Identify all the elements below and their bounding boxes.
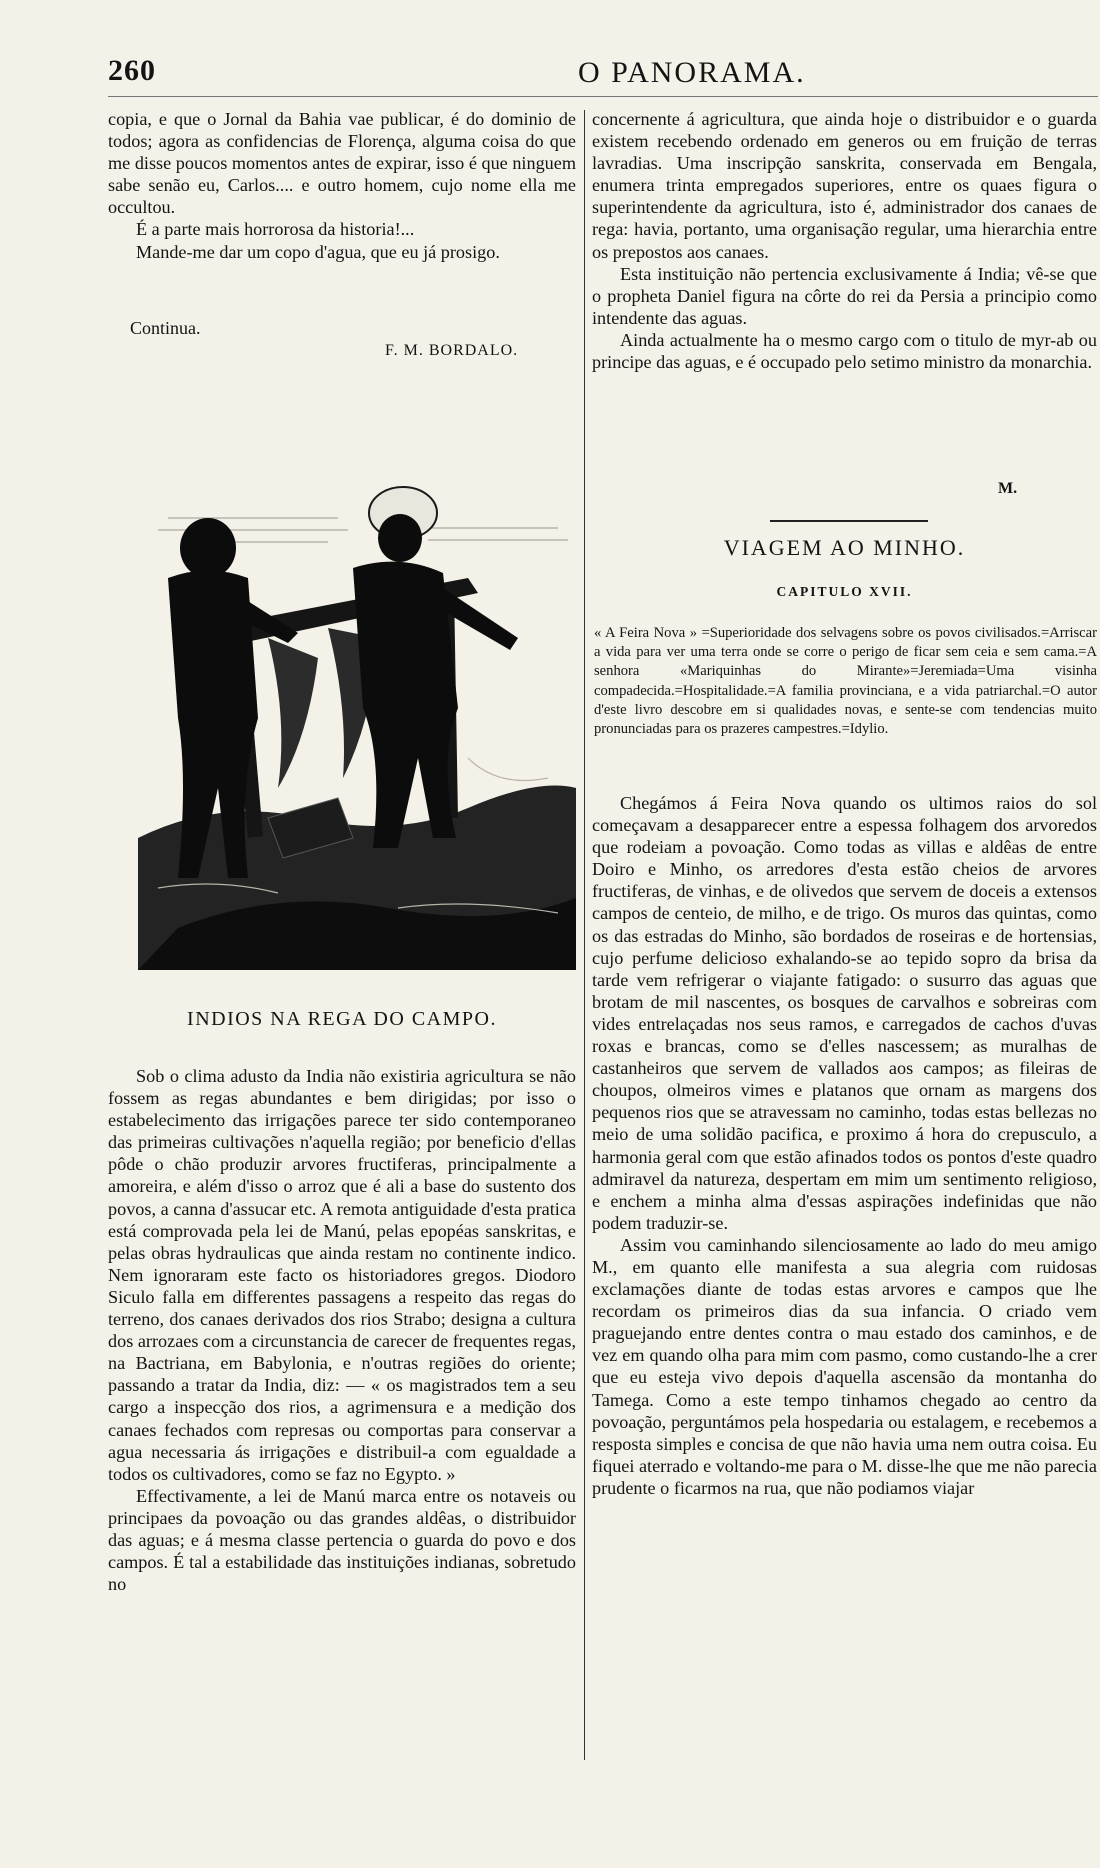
right-article-text [592, 108, 1097, 373]
right-story-text [592, 792, 1097, 1499]
article-signature: M. [998, 480, 1018, 497]
masthead-title: O PANORAMA. [578, 56, 806, 89]
author-signature: F. M. BORDALO. [385, 342, 519, 359]
paragraph: copia, e que o Jornal da Bahia vae publicar, é do dominio de todos; agora as confidencias de Florença, alguma coisa do que me disse poucos momentos antes de expirar, isso é que ninguem sabe senão eu, Carlos.... e outro homem, cujo nome ella me occultou. [108, 109, 576, 218]
page-number: 260 [108, 54, 156, 87]
paragraph: concernente á agricultura, que ainda hoje o distribuidor e o guarda existem recebendo ordenado em generos ou em fruição de terras lavradias. Uma inscripção sanskrita, conservada em Bengala, enumera trinta empregados superiores, entre os quaes figura o superintendente da agricultura, isto é, administrador dos canaes de rega: havia, portanto, uma organisação regular, uma hierarchia entre os prepostos aos canaes. [592, 109, 1097, 262]
paragraph: É a parte mais horrorosa da historia!... [136, 219, 415, 240]
paragraph: Effectivamente, a lei de Manú marca entre os notaveis ou principaes da povoação ou das grandes aldêas, o distribuidor das aguas; e á mesma classe pertencia o guarda do povo e dos campos. É tal a estabilidade das instituições indianas, sobretudo no [108, 1485, 576, 1595]
paragraph: Sob o clima adusto da India não existiria agricultura se não fossem as regas abundantes e bem dirigidas; por isso o estabelecimento das irrigações parece ter sido contemporaneo das primeiras cultivações n'aquella região; por beneficio d'ellas pôde o chão produzir arvores fructiferas, principalmente a amoreira, e além d'isso o arroz que é ali a base do sustento dos povos, a canna d'assucar etc. A remota antiguidade d'esta pratica está comprovada pela lei de Manú, pelas epopéas sanskritas, e pelas obras hydraulicas que ainda restam no continente indico. Nem ignoraram este facto os historiadores gregos. Diodoro Siculo falla em differentes passagens a respeito das regas do terreno, dos canaes derivados dos rios Strabo; designa a cultura dos arrozaes com a circunstancia de carecer de frequentes regas, na Bactriana, em Babylonia, e n'outras regiões do oriente; passando a tratar da India, diz: — « os magistrados tem a seu cargo a inspecção dos rios, a agrimensura e a medição dos canaes fechados com represas ou comportas para conservar a agua necessaria ás irrigações e distribuil-a com egualdade a todos os cultivadores, como se faz no Egypto. » [108, 1066, 576, 1484]
page-header [108, 46, 988, 96]
chapter-summary: « A Feira Nova » =Superioridade dos selvagens sobre os povos civilisados.=Arriscar a vida para ver uma terra onde se corre o perigo de ficar sem ceia e sem cama.=A senhora «Mariquinhas do Mirante»=Jeremiada=Uma visinha compadecida.=Hospitalidade.=A familia provinciana, e a vida patriarchal.=O autor d'este livro descobre em si qualidades novas, e sente-se com tendencias muito pronunciadas para os prazeres campestres.=Idylio. [594, 625, 1097, 738]
chapter-title: CAPITULO XVII. [776, 584, 913, 599]
header-rule [108, 96, 1098, 97]
left-article-text [108, 1065, 576, 1595]
paragraph: Ainda actualmente ha o mesmo cargo com o titulo de myr-ab ou principe das aguas, e é occupado pelo setimo ministro da monarchia. [592, 329, 1097, 373]
column-divider [584, 110, 585, 1760]
section-title: VIAGEM AO MINHO. [723, 535, 966, 560]
paragraph: Chegámos á Feira Nova quando os ultimos raios do sol começavam a desapparecer entre a espessa folhagem dos arvoredos que rodeiam a povoação. Como todas as villas e aldêas de entre Doiro e Minho, os arredores d'esta estão cheios de arvores fructiferas, de vinhas, e de olivedos que servem de doceis a extensos campos de centeio, de milho, e de trigo. Os muros das quintas, como os das estradas do Minho, são bordados de roseiras e de hortensias, cujo perfume delicioso exhalando-se ao tepido sopro da brisa da tarde vem refrigerar o viajante fatigado: o susurro das aguas que brotam de mil nascentes, os bosques de carvalhos e sobreiras com vides entrelaçadas nos seus ramos, e carregados de cachos d'uvas roxas e brancas, como se d'elles nascessem; as muralhas de castanheiros que servem de vallados aos campos; as fileiras de choupos, olmeiros vimes e platanos que ornam as margens dos pequenos rios que se atravessam no caminho, todas estas bellezas no meio de uma solidão pacifica, e proximo á hora do crepusculo, a harmonia geral com que estão afinados todos os pontos d'este quadro admiravel da natureza, despertam em mim um sentimento religioso, e enchem a minha alma d'essas aspirações indefinidas que não podem traduzir-se. [592, 793, 1097, 1233]
engraving-image [138, 458, 576, 970]
continua-note: Continua. [130, 318, 201, 338]
left-intro-text [108, 108, 576, 263]
paragraph: Mande-me dar um copo d'agua, que eu já prosigo. [136, 241, 500, 262]
paragraph: Assim vou caminhando silenciosamente ao lado do meu amigo M., em quanto elle manifesta a sua alegria com ruidosas exclamações diante de todas estas arvores e campos que lhe recordam os primeiros dias da sua infancia. O criado vem praguejando entre dentes contra o mau estado dos caminhos, e de vez em quando olha para mim com pasmo, como custando-lhe a crer que eu esteja vivo depois d'aquella ascensão da montanha do Tamega. Como a este tempo tinhamos chegado ao centro da povoação, perguntámos pela hospedaria ou estalagem, e recebemos a resposta simples e concisa de que não havia uma nem outra coisa. Eu fiquei aterrado e voltando-me para o M. disse-lhe que me não parecia prudente o ficarmos na rua, que não podiamos viajar [592, 1234, 1097, 1498]
image-caption: INDIOS NA REGA DO CAMPO. [187, 1008, 497, 1030]
section-rule [770, 520, 928, 522]
paragraph: Esta instituição não pertencia exclusivamente á India; vê-se que o propheta Daniel figura na côrte do rei da Persia a principio como intendente das aguas. [592, 263, 1097, 328]
